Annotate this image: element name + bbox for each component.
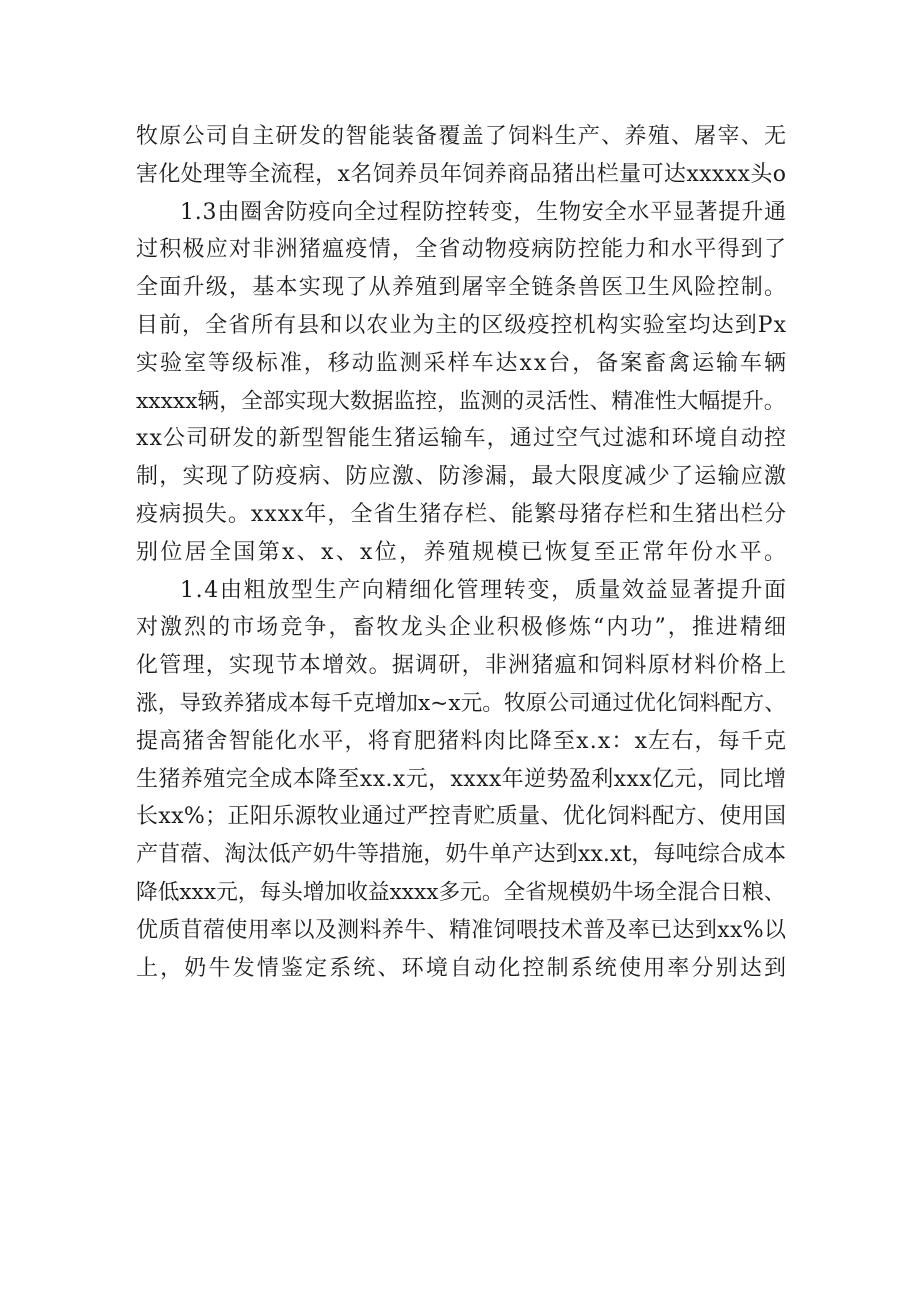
text-line-5: 全面升级，基本实现了从养殖到屠宰全链条兽医卫生风险控制。 [136,275,788,301]
text-line-12: 别位居全国第x、x、x位，养殖规模已恢复至正常年份水平。 [136,539,789,565]
text-line-6: 目前，全省所有县和以农业为主的区级疫控机构实验室均达到Px [136,312,788,338]
text-line-10: 制，实现了防疫病、防应激、防渗漏，最大限度减少了运输应激 [136,464,788,490]
section-heading-1-3: 1.3由圈舍防疫向全过程防控转变，生物安全水平显著提升通 [180,199,787,225]
text-line-20: 产苜蓿、淘汰低产奶牛等措施，奶牛单产达到xx.xt，每吨综合成本 [136,842,787,868]
text-line-17: 提高猪舍智能化水平，将育肥猪料肉比降至x.x：x左右，每千克 [136,728,788,754]
text-line-16: 涨，导致养猪成本每千克增加x~x元。牧原公司通过优化饲料配方、 [136,690,786,716]
text-line-21: 降低xxx元，每头增加收益xxxx多元。全省规模奶牛场全混合日粮、 [136,879,786,905]
text-line-18: 生猪养殖完全成本降至xx.x元，xxxx年逆势盈利xxx亿元，同比增 [136,766,787,792]
text-line-7: 实验室等级标准，移动监测采样车达xx台，备案畜禽运输车辆 [136,350,788,376]
text-line-15: 化管理，实现节本增效。据调研，非洲猪瘟和饲料原材料价格上 [136,653,788,679]
text-line-19: 长xx%；正阳乐源牧业通过严控青贮质量、优化饲料配方、使用国 [136,804,787,830]
body-text [136,118,789,987]
section-heading-1-4: 1.4由粗放型生产向精细化管理转变，质量效益显著提升面 [180,577,788,603]
text-line-9: xx公司研发的新型智能生猪运输车，通过空气过滤和环境自动控 [136,426,788,452]
text-line-2: 害化处理等全流程，x名饲养员年饲养商品猪出栏量可达xxxxx头o [136,161,787,187]
text-line-8: xxxxx辆，全部实现大数据监控，监测的灵活性、精准性大幅提升。 [136,388,786,414]
text-line-14: 对激烈的市场竞争，畜牧龙头企业积极修炼“内功”，推进精细 [136,615,789,641]
text-line-11: 疫病损失。xxxx年，全省生猪存栏、能繁母猪存栏和生猪出栏分 [136,501,787,527]
text-line-1: 牧原公司自主研发的智能装备覆盖了饲料生产、养殖、屠宰、无 [136,124,788,149]
text-line-23: 上，奶牛发情鉴定系统、环境自动化控制系统使用率分别达到 [136,955,789,981]
text-line-22: 优质苜蓿使用率以及测料养牛、精准饲喂技术普及率已达到xx%以 [136,917,787,943]
text-line-4: 过积极应对非洲猪瘟疫情，全省动物疫病防控能力和水平得到了 [136,237,788,263]
